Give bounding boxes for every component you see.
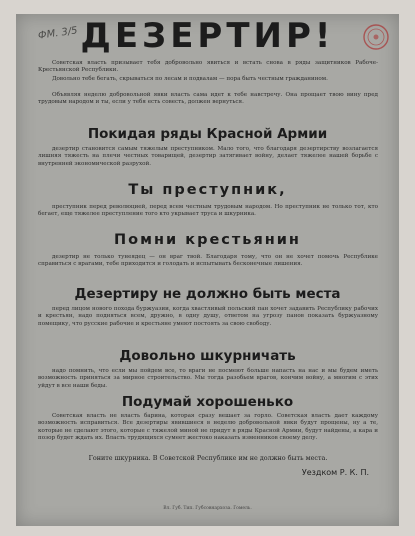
section-text-2: преступник перед революцией, перед всем честным трудовым народом. Но преступник не только тот, кто бегает, еще тяжелее преступление того кто укрывает труса и шкурника. bbox=[38, 204, 378, 218]
poster bbox=[16, 14, 399, 526]
section-text-4: перед лицом нового похода буржуазии, когда хвастливый польский пан хочет задавить Республику рабочих и крестьян, надо подняться всем, дружно, в одну душу, ответом на угрозу панов показать буржуазному помещику, что русские рабочие и крестьяне умеют постоять за свою свободу. bbox=[38, 306, 378, 327]
section-heading-1: Покидая ряды Красной Армии bbox=[87, 126, 328, 142]
section-heading-3: Помни крестьянин bbox=[114, 232, 301, 248]
intro-paragraph-3: Объявляя неделю добровольной явки власть сама идет к тебе навстречу. Она прощает твою вину пред трудовым народом и ты, если у тебя есть совесть, должен вернуться. bbox=[38, 92, 378, 106]
section-text-1: дезертир становится самым тяжелым преступником. Мало того, что благодаря дезертирству возлагается лишняя тяжесть на плечи честных товарищей, дезертир затягивает войну, делает тяжелее нашей борьбе с внутренней экономической разрухой. bbox=[38, 146, 378, 167]
poster-title: ДЕЗЕРТИР! bbox=[80, 16, 335, 56]
closing-line: Гоните шкурника. В Советской Республике им не должно быть места. bbox=[88, 454, 328, 462]
section-text-5: надо помнить, что если мы пойдем все, то враги не посмеют больше напасть на нас и мы будем иметь возможность приняться за мирное строительство. Мы тогда разобьем врагов, кончим войну, а многим с этих уйдут в все наши беды. bbox=[38, 368, 378, 389]
section-text-3: дезертир не только тунеядец — он враг твой. Благодаря тому, что он не хочет помочь Республике справиться с врагами, тебе приходится и голодать и испытывать бесконечные лишения. bbox=[38, 254, 378, 268]
intro-paragraph-1: Советская власть призывает тебя добровольно явиться и встать снова в ряды защитников Рабоче-Крестьянской Республики. bbox=[38, 60, 378, 74]
handwritten-note: ФМ. 3/5 bbox=[37, 25, 79, 42]
signature: Уездком Р. К. П. bbox=[301, 468, 369, 477]
section-heading-4: Дезертиру не должно быть места bbox=[74, 286, 341, 302]
section-text-6: Советская власть не власть барина, которая сразу вешает за горло. Советская власть дает каждому возможность исправиться. Все дезертиры явившиеся в неделю добровольной явки будут прощены, ну а те, которые не сделают этого, которые с тяжелой миной не придут в ряды Красной Армии, будут найдены, а кара и позор будет ждать их. Власть трудящихся сумеет жестоко наказать изменников своему делу. bbox=[38, 413, 378, 442]
intro-paragraph-2: Довольно тебе бегать, скрываться по лесам и подвалам — пора быть честным гражданином. bbox=[52, 76, 328, 82]
section-heading-2: Ты преступник, bbox=[128, 182, 287, 198]
section-heading-5: Довольно шкурничать bbox=[119, 348, 296, 364]
printer-imprint: Вл. Губ. Тип. Губсовнархоза. Гомель. bbox=[163, 506, 252, 511]
section-heading-6: Подумай хорошенько bbox=[121, 394, 294, 410]
